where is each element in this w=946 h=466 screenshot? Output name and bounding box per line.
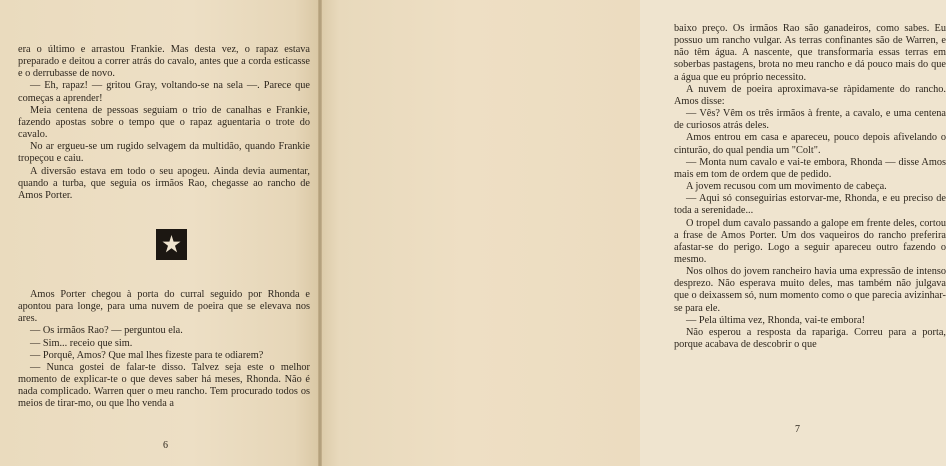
paragraph: — Vês? Vêm os três irmãos à frente, a cavalo, e uma centena de curiosos atrás deles. <box>674 108 946 132</box>
paragraph: — Porquê, Amos? Que mal lhes fizeste para te odiarem? <box>30 349 264 361</box>
right-page-text <box>674 23 946 351</box>
star-ornament-icon <box>156 229 187 260</box>
book-gutter <box>318 0 322 466</box>
paragraph: baixo preço. Os irmãos Rao são ganadeiros, como sabes. Eu possuo um rancho vulgar. As terras confinantes são de Warren, e não têm água. A nascente, que transformaria essas terras em soberbas pastagens, brota no meu rancho e dá pouco mais do que a água que eu próprio necessito. <box>674 23 946 83</box>
page-number: 7 <box>795 424 800 435</box>
paragraph: — Aqui só conseguirias estorvar-me, Rhonda, e eu preciso de toda a serenidade... <box>674 193 946 217</box>
paragraph: No ar ergueu-se um rugido selvagem da multidão, quando Frankie tropeçou e caiu. <box>18 141 310 165</box>
paragraph: era o último e arrastou Frankie. Mas desta vez, o rapaz estava preparado e deitou a correr atrás do cavalo, antes que a corda esticasse e o derrubasse de novo. <box>18 44 310 80</box>
paragraph: — Sim... receio que sim. <box>30 337 133 349</box>
page-number: 6 <box>163 440 168 451</box>
paragraph: O tropel dum cavalo passando a galope em frente deles, cortou a frase de Amos Porter. Um dos vaqueiros do rancho preferira afastar-se do perigo. Logo a seguir apareceu outro fazendo o mesmo. <box>674 217 946 265</box>
left-page-top-text <box>18 44 310 202</box>
paragraph: — Eh, rapaz! — gritou Gray, voltando-se na sela —. Parece que começas a aprender! <box>18 80 310 104</box>
paragraph: — Pela última vez, Rhonda, vai-te embora! <box>686 314 865 326</box>
left-page-bottom-text <box>18 289 310 411</box>
paragraph: Meia centena de pessoas seguiam o trio de canalhas e Frankie, fazendo apostas sobre o tempo que o rapaz aguentaria o trote do cavalo. <box>18 104 310 141</box>
left-page <box>0 0 320 466</box>
paragraph: Nos olhos do jovem rancheiro havia uma expressão de intenso desprezo. Não esperava muito deles, mas também não julgava que o deixassem só, num momento como o que parecia avizinhar-se para ele. <box>674 266 946 314</box>
right-page <box>320 0 946 466</box>
paragraph: A nuvem de poeira aproximava-se ràpidamente do rancho. Amos disse: <box>674 83 946 107</box>
paragraph: — Monta num cavalo e vai-te embora, Rhonda — disse Amos mais em tom de ordem que de pedido. <box>674 156 946 180</box>
paragraph: Amos entrou em casa e apareceu, pouco depois afivelando o cinturão, do qual pendia um "Colt". <box>674 132 946 156</box>
paragraph: Não esperou a resposta da rapariga. Correu para a porta, porque acabava de descobrir o que <box>674 326 946 351</box>
paragraph: — Nunca gostei de falar-te disso. Talvez seja este o melhor momento de explicar-te o que deves saber há meses, Rhonda. Não é nada complicado. Warren quer o meu rancho. Tem procurado todos os meios de tirar-mo, ou que lho venda a <box>18 361 310 410</box>
paragraph: A jovem recusou com um movimento de cabeça. <box>686 181 887 193</box>
paragraph: Amos Porter chegou à porta do curral seguido por Rhonda e apontou para longe, para uma nuvem de poeira que se elevava nos ares. <box>18 289 310 325</box>
paragraph: — Os irmãos Rao? — perguntou ela. <box>30 325 183 337</box>
paragraph: A diversão estava em todo o seu apogeu. Ainda devia aumentar, quando a turba, que seguia os irmãos Rao, chegasse ao rancho de Amos Porter. <box>18 165 310 201</box>
